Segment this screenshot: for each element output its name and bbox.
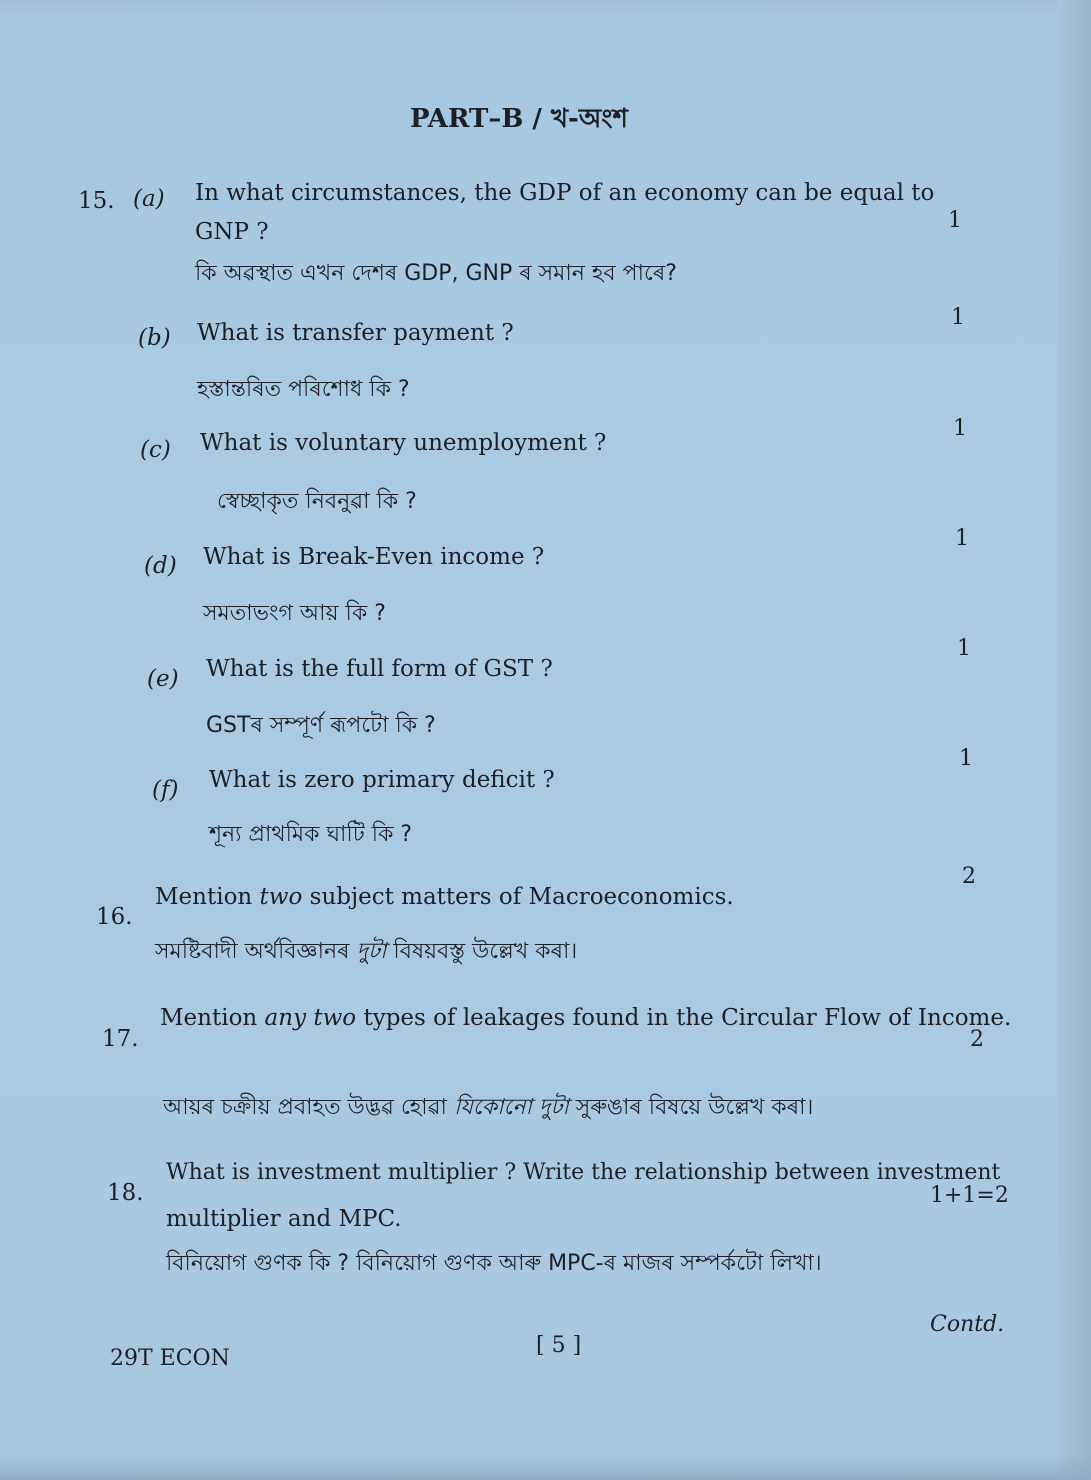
marks-15f: 1 [959, 746, 973, 771]
question-number-18: 18. [107, 1180, 144, 1206]
sub-label-15d: (d) [144, 553, 177, 579]
question-15a-en-line1: In what circumstances, the GDP of an economy can be equal to [195, 180, 935, 206]
question-18-en-line1: What is investment multiplier ? Write the relationship between investment [166, 1160, 1001, 1185]
question-17-en [160, 1005, 1011, 1031]
marks-18: 1+1=2 [930, 1183, 1009, 1208]
question-16-as-post: বিষয়বস্তু উল্লেখ কৰা। [386, 939, 578, 964]
question-16-en [155, 884, 734, 910]
question-15d-as: সমতাভংগ আয় কি ? [203, 601, 386, 626]
sub-label-15c: (c) [140, 437, 171, 463]
continued-label: Contd. [930, 1312, 1005, 1337]
paper-code: 29T ECON [110, 1346, 230, 1371]
question-15a-as: কি অৱস্থাত এখন দেশৰ GDP, GNP ৰ সমান হব পাৰে? [195, 261, 677, 286]
question-16-as-pre: সমষ্টিবাদী অৰ্থবিজ্ঞানৰ [155, 939, 357, 964]
question-17-as-pre: আয়ৰ চক্ৰীয় প্ৰবাহত উদ্ভৱ হোৱা [163, 1095, 454, 1120]
question-16-en-post: subject matters of Macroeconomics. [302, 884, 734, 910]
question-17-as-post: সুৰুঙাৰ বিষয়ে উল্লেখ কৰা। [568, 1095, 814, 1120]
question-15f-en: What is zero primary deficit ? [209, 767, 555, 793]
question-15c-en: What is voluntary unemployment ? [200, 430, 607, 456]
question-15d-en: What is Break-Even income ? [203, 544, 545, 570]
marks-15d: 1 [955, 526, 969, 551]
question-18-as: বিনিয়োগ গুণক কি ? বিনিয়োগ গুণক আৰু MPC-ৰ মাজৰ সম্পৰ্কটো লিখা। [166, 1251, 822, 1276]
marks-15a: 1 [948, 208, 962, 233]
question-16-en-pre: Mention [155, 884, 260, 910]
question-15b-as: হস্তান্তৰিত পৰিশোধ কি ? [197, 377, 410, 402]
question-15b-en: What is transfer payment ? [197, 320, 514, 346]
question-15e-en: What is the full form of GST ? [206, 656, 553, 682]
marks-15c: 1 [953, 416, 967, 441]
page-shadow-bottom [0, 1454, 1091, 1480]
question-16-as-emphasis: দুটা [356, 939, 387, 964]
question-15e-as: GSTৰ সম্পূৰ্ণ ৰূপটো কি ? [206, 713, 436, 738]
sub-label-15e: (e) [147, 666, 179, 692]
marks-16: 2 [962, 864, 976, 889]
marks-17: 2 [970, 1027, 984, 1052]
sub-label-15b: (b) [138, 325, 171, 351]
sub-label-15f: (f) [152, 777, 179, 803]
question-18-en-line2: multiplier and MPC. [166, 1206, 402, 1232]
question-17-as-emphasis: যিকোনো দুটা [453, 1095, 569, 1120]
question-15c-as: স্বেচ্ছাকৃত নিবনুৱা কি ? [217, 489, 417, 514]
question-15f-as: শূন্য প্ৰাথমিক ঘাটি কি ? [209, 822, 413, 847]
page-number: [ 5 ] [536, 1333, 582, 1358]
question-16-en-emphasis: two [259, 884, 303, 910]
question-17-en-pre: Mention [160, 1005, 265, 1031]
question-number-15: 15. [78, 188, 115, 214]
sub-label-15a: (a) [133, 186, 165, 212]
question-17-as [163, 1090, 813, 1127]
part-heading: PART–B / খ-অংশ [410, 104, 628, 134]
question-16-as [155, 934, 577, 971]
marks-15b: 1 [951, 305, 965, 330]
page-edge-right [1057, 0, 1091, 1480]
page-shadow-top [0, 0, 1091, 18]
question-15a-en-line2: GNP ? [195, 219, 269, 245]
marks-15e: 1 [957, 636, 971, 661]
question-17-en-emphasis: any two [264, 1005, 357, 1031]
question-17-en-post: types of leakages found in the Circular Flow of Income. [356, 1005, 1012, 1031]
question-number-16: 16. [96, 904, 133, 930]
question-number-17: 17. [102, 1026, 139, 1052]
